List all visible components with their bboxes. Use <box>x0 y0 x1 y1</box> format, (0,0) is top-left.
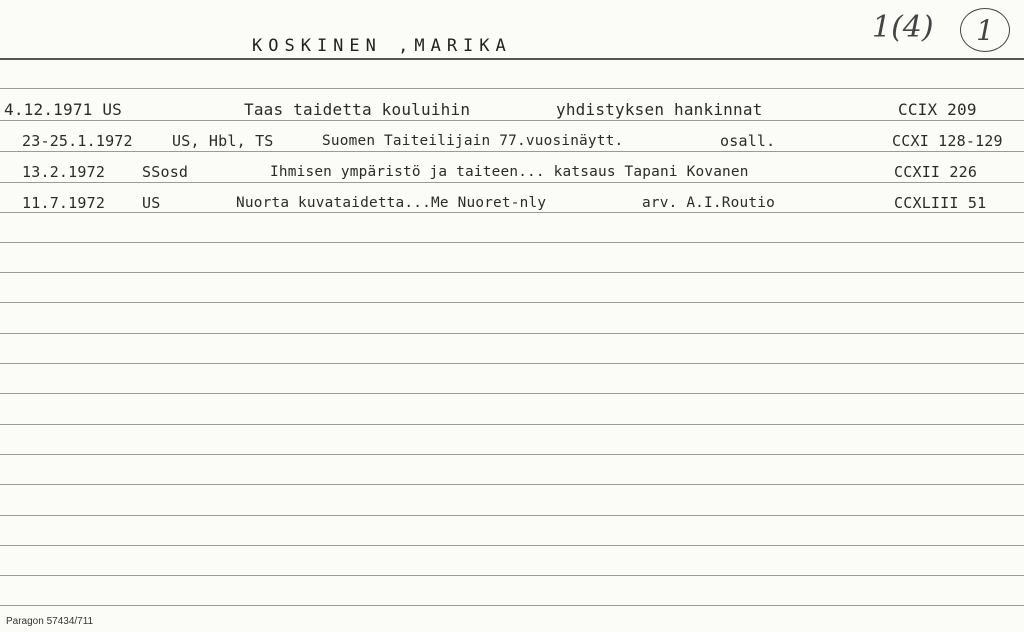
ruled-line <box>0 393 1024 394</box>
ruled-line <box>0 151 1024 152</box>
ruled-line <box>0 454 1024 455</box>
entry-title: Ihmisen ympäristö ja taiteen... katsaus Tapani Kovanen <box>270 164 749 180</box>
person-name: KOSKINEN ,MARIKA <box>252 36 512 56</box>
entry-date: 11.7.1972 <box>22 194 106 212</box>
card-number: 1 <box>976 13 994 47</box>
ruled-line <box>0 333 1024 334</box>
ruled-line <box>0 545 1024 546</box>
card-number-circle <box>960 8 1010 52</box>
entry-note: arv. A.I.Routio <box>642 195 775 211</box>
entry-note: osall. <box>720 132 776 150</box>
entry-source: SSosd <box>142 163 189 181</box>
header-rule <box>0 58 1024 60</box>
ruled-line <box>0 88 1024 89</box>
entry-note: yhdistyksen hankinnat <box>556 100 763 119</box>
ruled-line <box>0 272 1024 273</box>
entry-ref: CCXII 226 <box>894 163 978 181</box>
entry-date: 23-25.1.1972 <box>22 132 133 150</box>
ruled-line <box>0 484 1024 485</box>
printer-label: Paragon 57434/711 <box>6 616 94 627</box>
ruled-line <box>0 242 1024 243</box>
entry-title: Suomen Taiteilijain 77.vuosinäytt. <box>322 133 624 149</box>
entry-date: 4.12.1971 US <box>4 100 122 119</box>
ruled-line <box>0 302 1024 303</box>
entry-ref: CCXLIII 51 <box>894 194 987 212</box>
entry-ref: CCIX 209 <box>898 100 977 119</box>
ruled-line <box>0 424 1024 425</box>
entry-ref: CCXI 128-129 <box>892 132 1003 150</box>
ruled-line <box>0 605 1024 606</box>
page-marker: 1(4) <box>872 10 934 45</box>
entry-title: Nuorta kuvataidetta...Me Nuoret-nly <box>236 195 547 211</box>
ruled-line <box>0 363 1024 364</box>
entry-source: US <box>142 194 161 212</box>
ruled-line <box>0 515 1024 516</box>
ruled-line <box>0 182 1024 183</box>
entry-source: US, Hbl, TS <box>172 132 274 150</box>
ruled-line <box>0 575 1024 576</box>
ruled-line <box>0 120 1024 121</box>
entry-date: 13.2.1972 <box>22 163 106 181</box>
ruled-line <box>0 212 1024 213</box>
entry-title: Taas taidetta kouluihin <box>244 100 471 119</box>
